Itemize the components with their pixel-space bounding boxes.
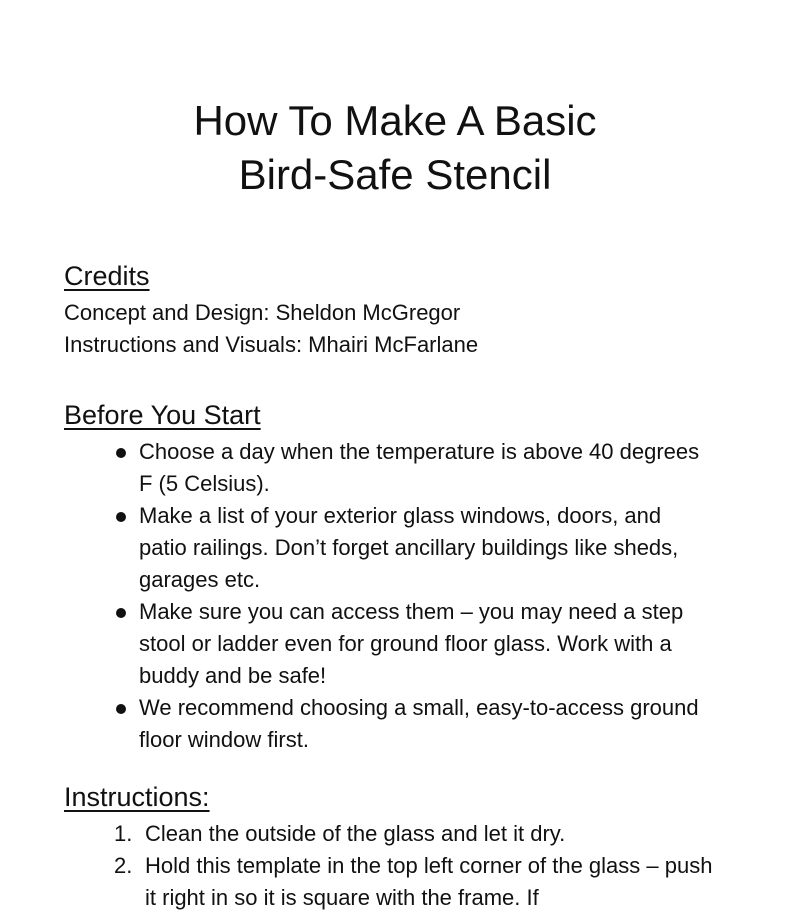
before-you-start-heading: Before You Start	[64, 400, 261, 430]
credit-line-concept: Concept and Design: Sheldon McGregor	[64, 300, 461, 325]
bullet-icon	[116, 448, 126, 458]
list-number: 1.	[114, 821, 133, 846]
list-item	[114, 500, 714, 596]
list-item-text: Clean the outside of the glass and let it dry.	[145, 821, 566, 846]
list-item	[114, 692, 714, 756]
list-item	[114, 850, 714, 914]
list-item-text: Choose a day when the temperature is above 40 degrees F (5 Celsius).	[139, 439, 700, 496]
bullet-icon	[116, 608, 126, 618]
list-item-text: Make sure you can access them – you may need a step stool or ladder even for ground floor glass. Work with a buddy and be safe!	[139, 599, 684, 688]
list-item	[114, 436, 714, 500]
page-title-line-2: Bird-Safe Stencil	[238, 151, 552, 198]
bullet-icon	[116, 704, 126, 714]
credit-line-instructions: Instructions and Visuals: Mhairi McFarlane	[64, 332, 479, 357]
before-you-start-list	[114, 436, 714, 756]
credits-heading: Credits	[64, 261, 150, 291]
list-item-text: We recommend choosing a small, easy-to-access ground floor window first.	[139, 695, 699, 752]
instructions-heading: Instructions:	[64, 782, 210, 812]
page-title	[0, 94, 790, 202]
list-number: 2.	[114, 853, 133, 878]
page-title-line-1: How To Make A Basic	[193, 97, 597, 144]
list-item-text: Make a list of your exterior glass windows, doors, and patio railings. Don’t forget ancillary buildings like sheds, garages etc.	[139, 503, 679, 592]
list-item-text: Hold this template in the top left corner of the glass – push it right in so it is square with the frame. If	[145, 853, 713, 910]
list-item	[114, 596, 714, 692]
list-item	[114, 818, 714, 850]
instructions-list	[114, 818, 714, 914]
bullet-icon	[116, 512, 126, 522]
